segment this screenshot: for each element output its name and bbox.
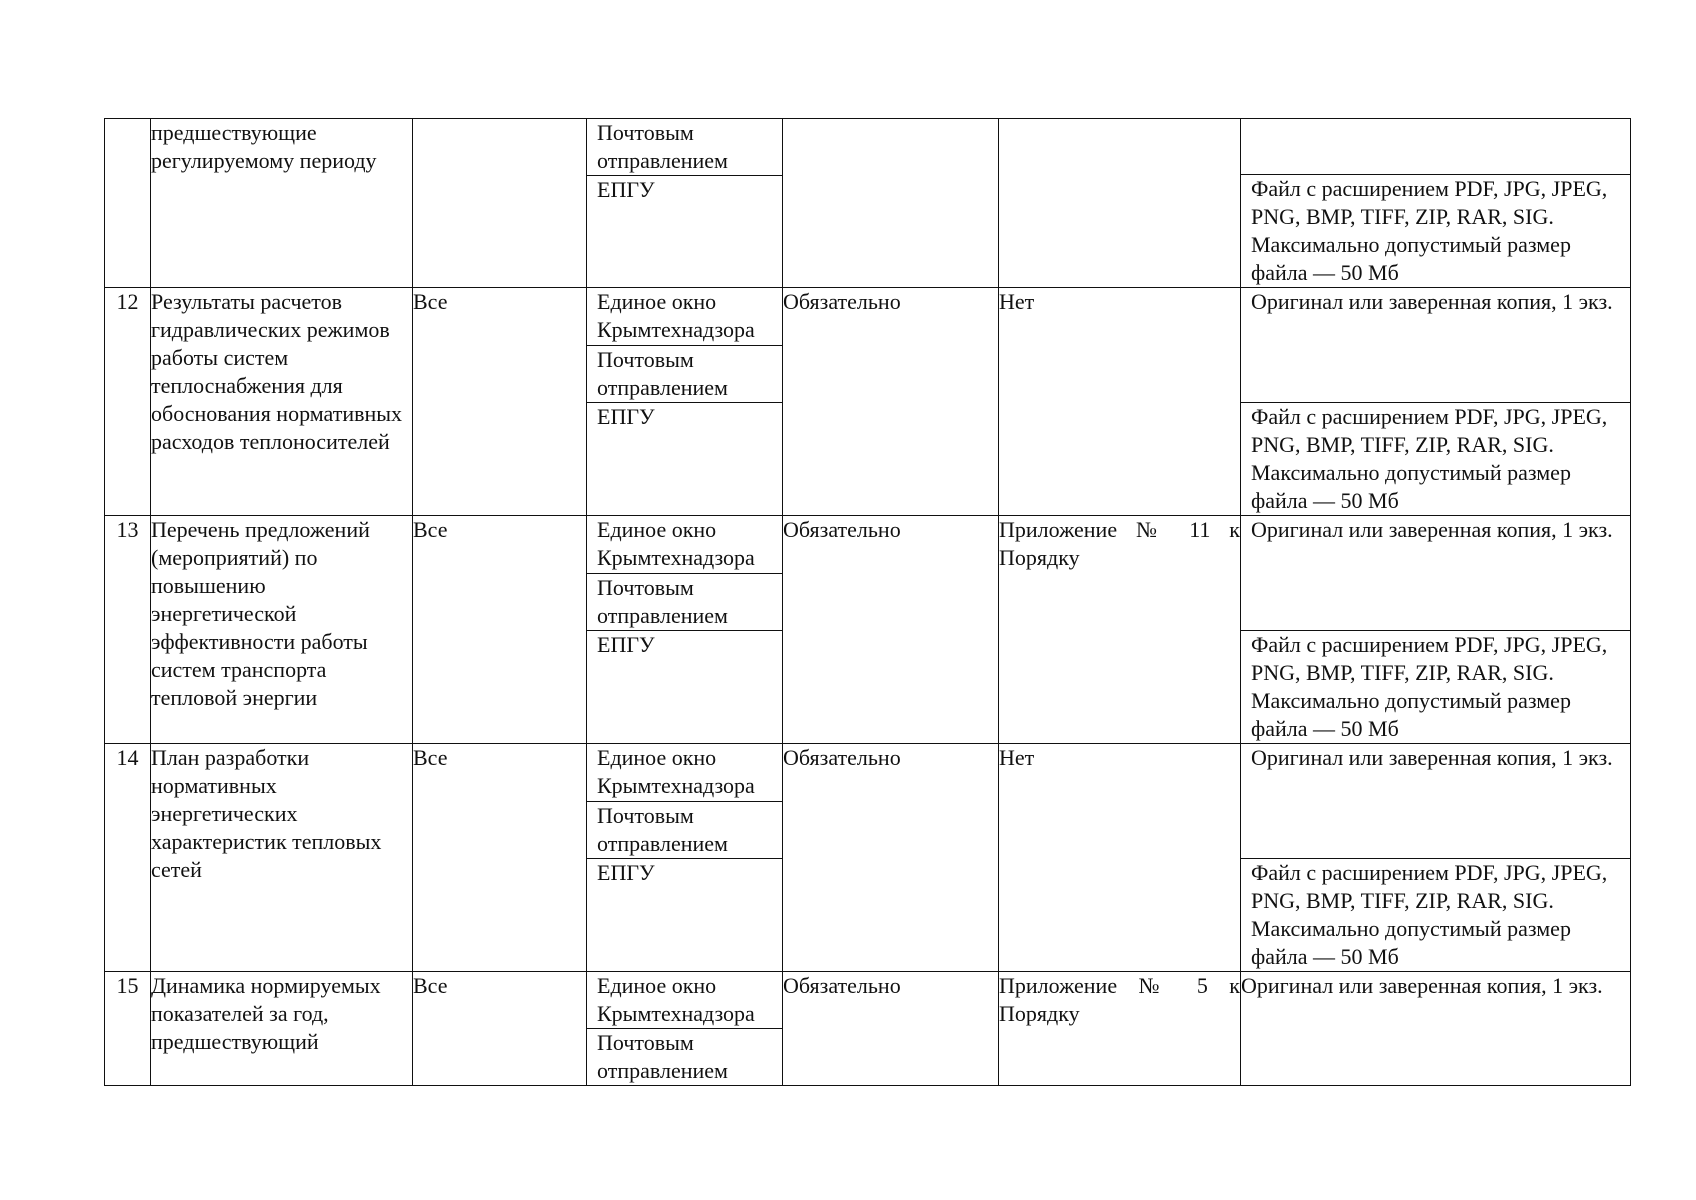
channel-epgu: ЕПГУ (587, 402, 782, 515)
submission-channels (587, 288, 783, 516)
row-number: 12 (105, 288, 151, 516)
table-row (105, 119, 1631, 288)
format-paper: Оригинал или заверенная копия, 1 экз. (1241, 972, 1631, 1086)
channel-post: Почтовым отправлением (587, 1028, 782, 1085)
table-row (105, 744, 1631, 972)
row-number: 14 (105, 744, 151, 972)
applicant-category: Все (413, 516, 587, 744)
format-paper: Оригинал или заверенная копия, 1 экз. (1251, 517, 1613, 542)
channel-epgu: ЕПГУ (587, 630, 782, 743)
channel-post: Почтовым отправлением (587, 801, 782, 858)
format-paper: Оригинал или заверенная копия, 1 экз. (1251, 289, 1613, 314)
document-name: Динамика нормируемых показателей за год, предшествующий (151, 972, 413, 1086)
document-format (1241, 288, 1631, 516)
format-electronic: Файл с расширением PDF, JPG, JPEG, PNG, BMP, TIFF, ZIP, RAR, SIG. Максимально допустимый размер файла — 50 Мб (1241, 402, 1630, 515)
document-name: Результаты расчетов гидравлических режимов работы систем теплоснабжения для обоснования нормативных расходов теплоносителей (151, 288, 413, 516)
channel-epgu: ЕПГУ (587, 175, 782, 287)
document-format (1241, 119, 1631, 288)
requirement-status: Обязательно (783, 972, 999, 1086)
applicant-category (413, 119, 587, 288)
form-reference: Нет (999, 288, 1241, 516)
form-reference: Нет (999, 744, 1241, 972)
submission-channels (587, 516, 783, 744)
requirements-table (104, 118, 1631, 1086)
form-reference (999, 119, 1241, 288)
format-electronic: Файл с расширением PDF, JPG, JPEG, PNG, BMP, TIFF, ZIP, RAR, SIG. Максимально допустимый размер файла — 50 Мб (1241, 630, 1630, 743)
applicant-category: Все (413, 288, 587, 516)
requirement-status (783, 119, 999, 288)
table-row (105, 288, 1631, 516)
form-reference: Приложение № 11 к Порядку (999, 516, 1241, 744)
table-row (105, 972, 1631, 1086)
channel-post: Почтовым отправлением (587, 345, 782, 402)
row-number: 15 (105, 972, 151, 1086)
form-reference: Приложение № 5 к Порядку (999, 972, 1241, 1086)
document-name: План разработки нормативных энергетических характеристик тепловых сетей (151, 744, 413, 972)
channel-window: Единое окно Крымтехнадзора (597, 289, 755, 342)
channel-window: Единое окно Крымтехнадзора (597, 745, 755, 798)
applicant-category: Все (413, 972, 587, 1086)
channel-epgu: ЕПГУ (587, 858, 782, 971)
channel-window: Единое окно Крымтехнадзора (597, 517, 755, 570)
requirement-status: Обязательно (783, 288, 999, 516)
channel-post: Почтовым отправлением (597, 120, 728, 173)
submission-channels (587, 119, 783, 288)
format-paper: Оригинал или заверенная копия, 1 экз. (1251, 745, 1613, 770)
document-format (1241, 744, 1631, 972)
row-number (105, 119, 151, 288)
applicant-category: Все (413, 744, 587, 972)
requirement-status: Обязательно (783, 744, 999, 972)
format-electronic: Файл с расширением PDF, JPG, JPEG, PNG, BMP, TIFF, ZIP, RAR, SIG. Максимально допустимый размер файла — 50 Мб (1241, 174, 1630, 287)
document-page (104, 118, 1630, 1086)
document-format (1241, 516, 1631, 744)
submission-channels (587, 972, 783, 1086)
requirement-status: Обязательно (783, 516, 999, 744)
channel-post: Почтовым отправлением (587, 573, 782, 630)
format-electronic: Файл с расширением PDF, JPG, JPEG, PNG, BMP, TIFF, ZIP, RAR, SIG. Максимально допустимый размер файла — 50 Мб (1241, 858, 1630, 971)
format-paper (1241, 119, 1630, 174)
document-name: Перечень предложений (мероприятий) по повышению энергетической эффективности работы систем транспорта тепловой энергии (151, 516, 413, 744)
channel-window: Единое окно Крымтехнадзора (597, 973, 755, 1026)
table-row (105, 516, 1631, 744)
row-number: 13 (105, 516, 151, 744)
document-name: предшествующие регулируемому периоду (151, 119, 413, 288)
submission-channels (587, 744, 783, 972)
